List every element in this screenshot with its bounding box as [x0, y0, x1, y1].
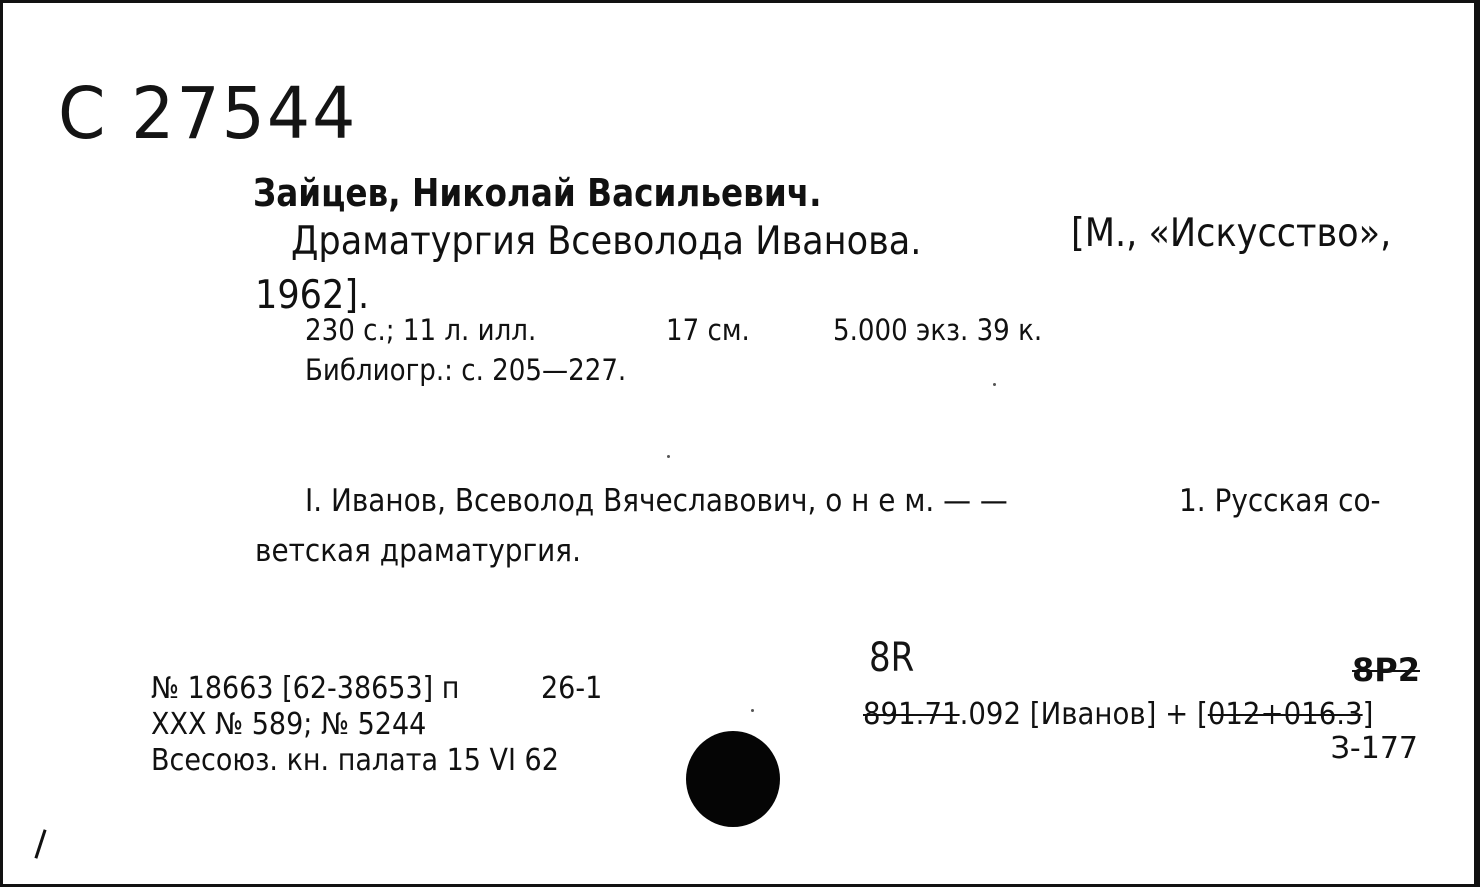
class-struck-1: 891.71 — [863, 697, 960, 732]
physical-pages: 230 с.; 11 л. илл. — [305, 313, 537, 347]
imprint: [М., «Искусство», — [1071, 211, 1392, 256]
imprint-year: 1962]. — [255, 273, 370, 318]
print-run-price: 5.000 экз. 39 к. — [833, 313, 1043, 347]
handwritten-mark: 8R — [869, 635, 915, 681]
series-number: XXX № 589; № 5244 — [151, 707, 427, 742]
book-title: Драматургия Всеволода Иванова. — [291, 219, 922, 264]
physical-size: 17 см. — [666, 313, 750, 347]
classification-line — [863, 697, 1373, 732]
pencil-tick — [34, 829, 46, 858]
speck — [667, 455, 670, 458]
bibliography-note: Библиогр.: с. 205—227. — [305, 353, 627, 387]
author-heading: Зайцев, Николай Васильевич. — [253, 171, 822, 215]
speck — [751, 709, 754, 712]
call-number: С 27544 — [58, 73, 358, 156]
subject-tracing-2: ветская драматургия. — [255, 533, 581, 569]
record-number: № 18663 [62-38653] п — [151, 671, 460, 706]
book-chamber-stamp: Всесоюз. кн. палата 15 VI 62 — [151, 743, 559, 778]
subject-tracing-1-end: 1. Русская со- — [1179, 483, 1381, 519]
class-top: 8P2 — [1352, 651, 1420, 689]
record-code: 26-1 — [541, 671, 603, 706]
punch-hole — [686, 731, 780, 827]
class-end: ] — [1362, 697, 1374, 732]
class-struck-2: 012+016.3 — [1207, 697, 1363, 732]
subject-tracing-1: I. Иванов, Всеволод Вячеславович, о н е м. — — — [305, 483, 1008, 519]
speck — [993, 383, 996, 386]
class-main: .092 [Иванов] + [ — [959, 697, 1208, 732]
author-code: З-177 — [1330, 731, 1418, 766]
